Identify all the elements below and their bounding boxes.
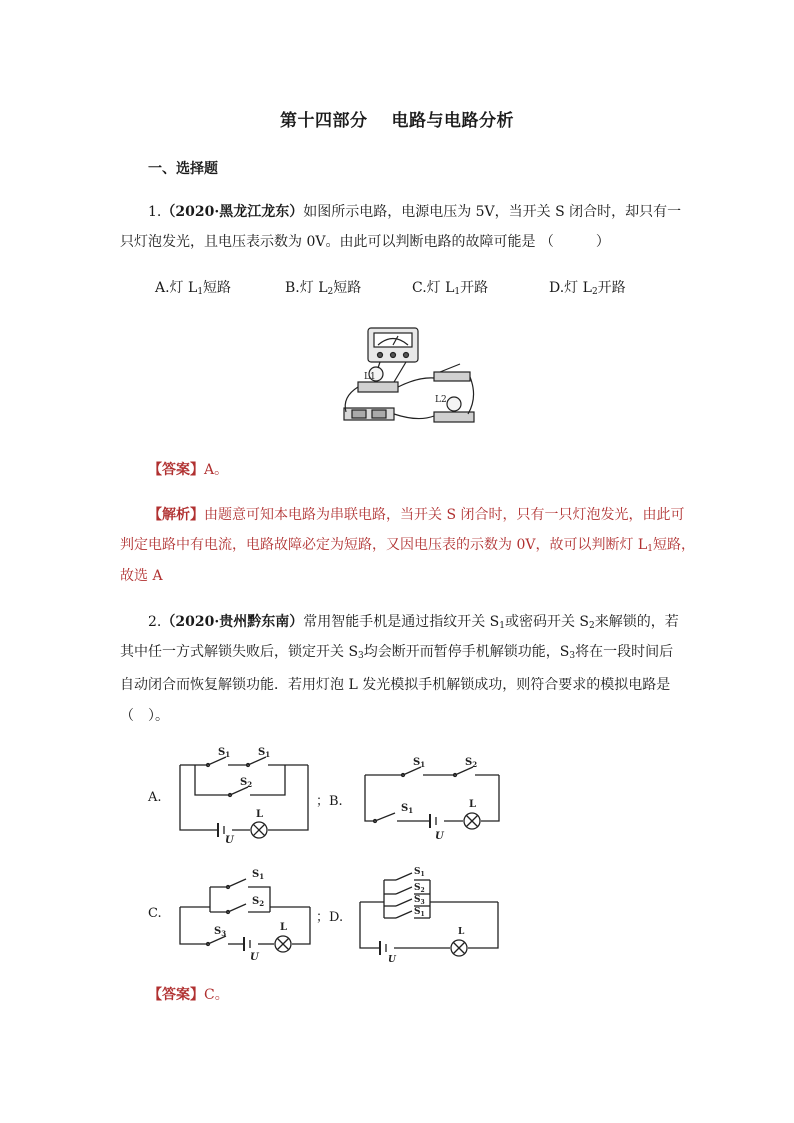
q1-number: 1. <box>148 204 162 220</box>
page-title: 第十四部分 电路与电路分析 <box>280 111 514 131</box>
q2-label-c: C. <box>148 906 162 921</box>
svg-text:S1: $S_1$ <box>401 803 414 815</box>
q1-apparatus-figure <box>338 322 478 428</box>
switch-icon <box>434 372 470 381</box>
circuit-d-diagram <box>350 860 510 965</box>
svg-text:U: U <box>225 835 234 845</box>
svg-text:S2: $S_2$ <box>240 777 253 789</box>
svg-text:S3: $S_3$ <box>414 895 425 906</box>
q2-line-1: 2.（2020·贵州黔东南）常用智能手机是通过指纹开关 $S_1$或密码开关 $S_2$来解锁的，若 <box>148 614 679 631</box>
svg-text:S1: $S_1$ <box>413 757 426 769</box>
q2-line-3: 自动闭合而恢复解锁功能．若用灯泡 L 发光模拟手机解锁成功，则符合要求的模拟电路是 <box>120 677 671 693</box>
svg-text:S3: $S_3$ <box>214 926 227 938</box>
svg-text:U: U <box>250 952 259 962</box>
q1-stem-2: 只灯泡发光，且电压表示数为 0V。由此可以判断电路的故障可能是 （ ） <box>120 234 610 250</box>
switch-s1b-icon <box>248 757 266 765</box>
q2-line-2: 其中任一方式解锁失败后，锁定开关 $S_3$均会断开而暂停手机解锁功能，$S_3$将在一段时间后 <box>120 644 674 661</box>
q2-label-b: ；B. <box>316 794 343 809</box>
circuit-a-diagram <box>170 745 320 845</box>
svg-text:S1: $S_1$ <box>414 867 425 878</box>
q1-source: （2020·黑龙江龙东） <box>161 204 304 220</box>
q2-answer: 【答案】C。 <box>148 987 229 1003</box>
svg-text:S1: $S_1$ <box>258 747 271 759</box>
q2-line-4: （ ）。 <box>120 708 169 724</box>
svg-text:S2: $S_2$ <box>252 896 265 908</box>
svg-text:L: L <box>458 927 465 937</box>
svg-text:S1: $S_1$ <box>414 907 425 918</box>
switch-s1-icon <box>208 757 226 765</box>
q1-analysis-3: 故选 A <box>120 568 163 584</box>
q1-option-a: A.灯 $L_1$短路 <box>155 280 232 297</box>
q1-answer: 【答案】A。 <box>148 462 229 478</box>
q1-option-b: B.灯 $L_2$短路 <box>285 280 362 297</box>
q1-stem-1: 如图所示电路，电源电压为 5V，当开关 S 闭合时，却只有一 <box>303 204 682 220</box>
section-heading: 一、选择题 <box>148 161 218 177</box>
svg-text:S2: $S_2$ <box>414 883 425 894</box>
lamp-l1-icon <box>358 382 398 392</box>
q1-fig-label-l1: L1 <box>364 372 376 382</box>
svg-text:S2: $S_2$ <box>465 757 478 769</box>
circuit-b-diagram <box>355 753 505 843</box>
svg-text:U: U <box>435 831 444 842</box>
q1-fig-label-l2: L2 <box>435 395 447 405</box>
svg-text:S1: $S_1$ <box>252 869 265 881</box>
q1-line-1 <box>148 202 681 222</box>
q1-option-d: D.灯 $L_2$开路 <box>549 280 626 297</box>
q1-analysis-1: 【解析】由题意可知本电路为串联电路，当开关 S 闭合时，只有一只灯泡发光，由此可 <box>148 507 685 523</box>
q2-label-a: A. <box>148 790 162 805</box>
q1-analysis-2: 判定电路中有电流，电路故障必定为短路，又因电压表的示数为 0V，故可以判断灯 $L_1$短路， <box>120 537 695 554</box>
switch-s2-icon <box>230 787 248 795</box>
circuit-c-diagram <box>170 862 320 962</box>
q2-label-d: ；D. <box>316 910 344 925</box>
svg-text:S1: $S_1$ <box>218 747 231 759</box>
svg-text:L: L <box>280 922 288 933</box>
svg-text:U: U <box>388 955 396 965</box>
svg-text:L: L <box>256 809 264 820</box>
q1-option-c: C.灯 $L_1$开路 <box>412 280 489 297</box>
svg-text:L: L <box>469 799 477 810</box>
